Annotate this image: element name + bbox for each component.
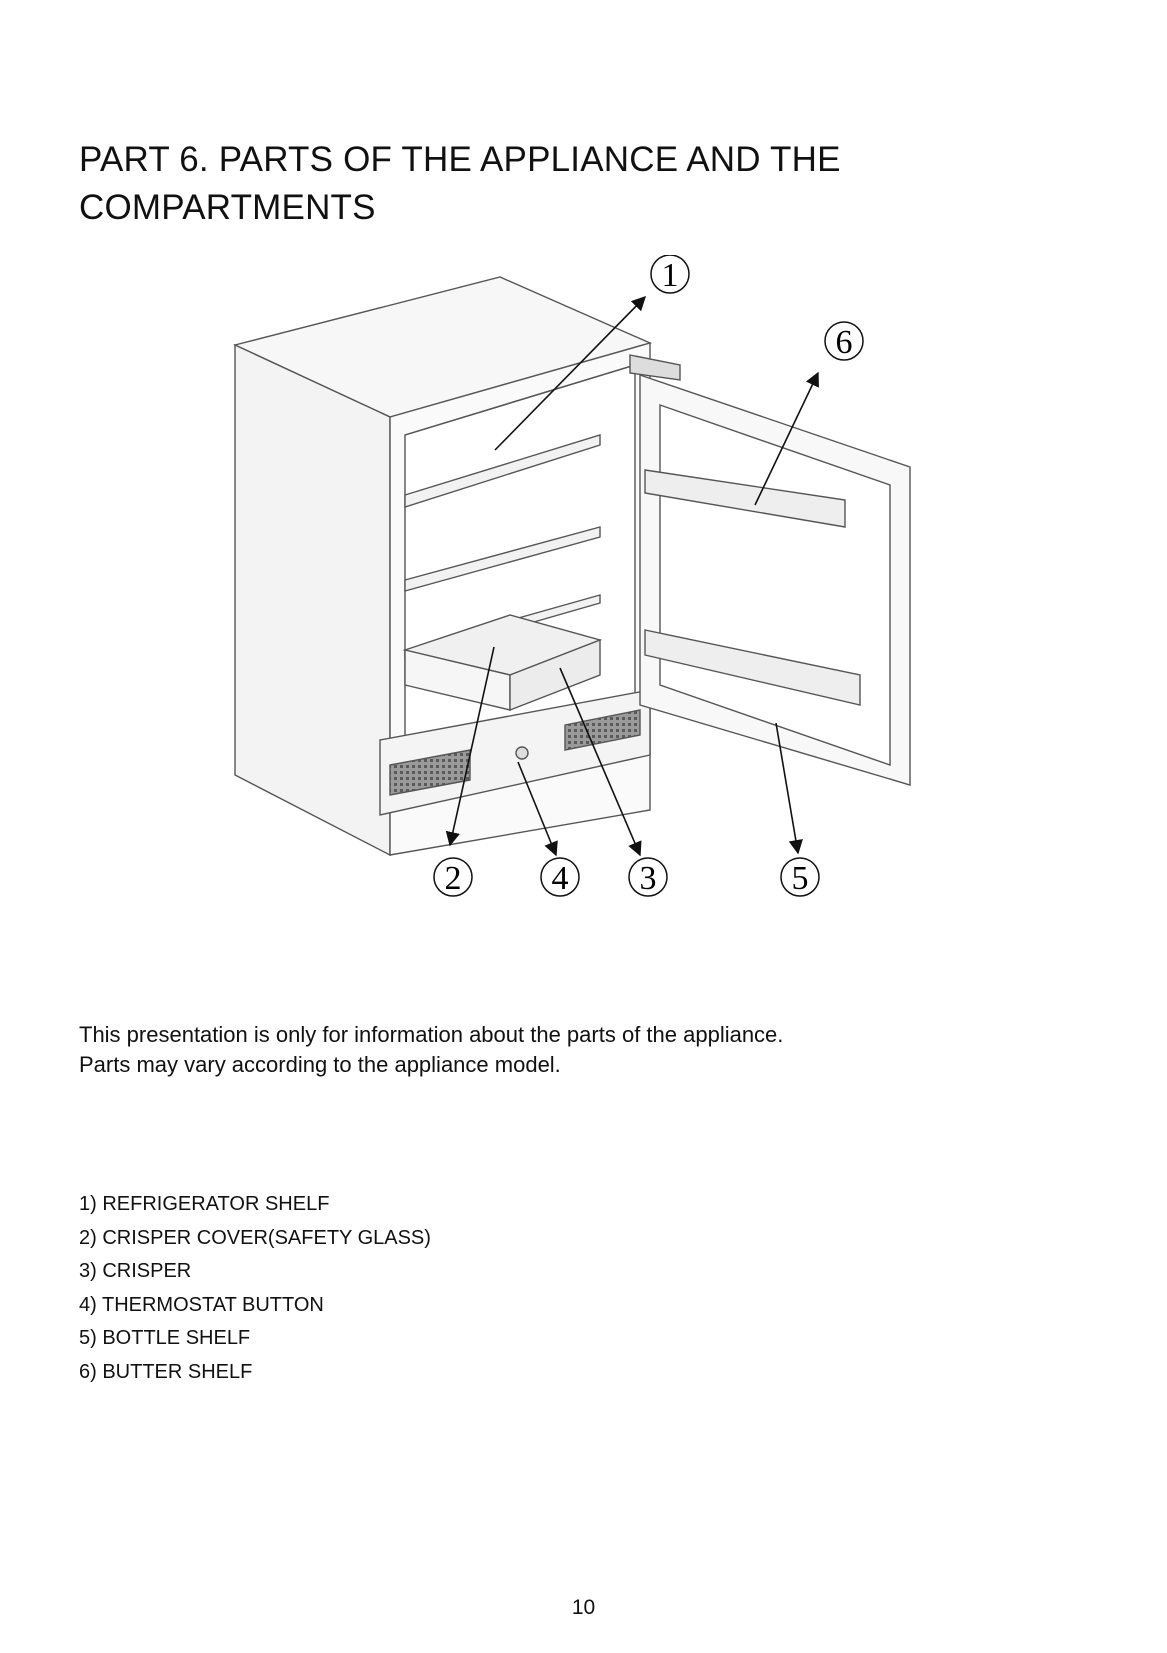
appliance-diagram (220, 255, 980, 965)
callout-6 (825, 322, 863, 361)
callout-4-label: 4 (551, 860, 569, 897)
callout-5 (781, 858, 819, 897)
list-item: 1) REFRIGERATOR SHELF (79, 1193, 330, 1215)
callout-4 (541, 858, 579, 897)
refrigerator-door (630, 355, 910, 785)
list-item: 4) THERMOSTAT BUTTON (79, 1293, 324, 1316)
appliance-drawing (220, 255, 980, 965)
page-title (79, 136, 979, 232)
list-item: 3) CRISPER (79, 1260, 192, 1282)
callout-5-label: 5 (791, 860, 809, 897)
list-item: 6) BUTTER SHELF (79, 1360, 253, 1383)
callout-3-label: 3 (639, 860, 657, 897)
disclaimer-line-1: This presentation is only for information about the parts of the appliance. (79, 1022, 784, 1047)
callout-6-label: 6 (835, 324, 853, 361)
callout-2 (434, 858, 472, 897)
callout-2-label: 2 (444, 860, 462, 897)
list-item: 5) BOTTLE SHELF (79, 1327, 251, 1349)
list-item: 2) CRISPER COVER(SAFETY GLASS) (79, 1226, 431, 1249)
page-number: 10 (571, 1596, 596, 1619)
page-title-line-1: PART 6. PARTS OF THE APPLIANCE AND THE (79, 140, 841, 179)
disclaimer-note (79, 1020, 783, 1080)
callout-3 (629, 858, 667, 897)
parts-list (79, 1188, 431, 1389)
callout-1-label: 1 (661, 257, 679, 294)
page-title-line-2: COMPARTMENTS (79, 188, 376, 227)
callout-1 (651, 255, 689, 294)
disclaimer-line-2: Parts may vary according to the appliance model. (79, 1052, 561, 1077)
